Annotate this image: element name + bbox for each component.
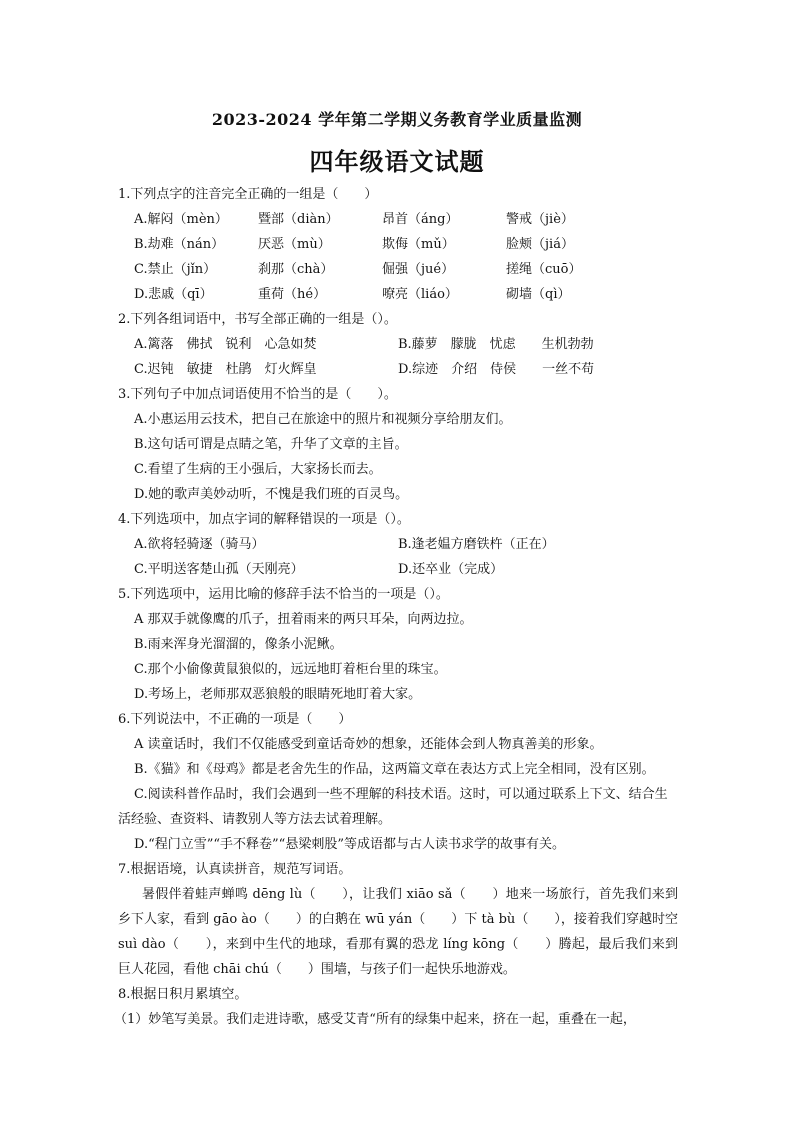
question-1-stem: 1.下列点字的注音完全正确的一组是（ ） — [118, 187, 378, 202]
q3-option-a: A.小惠运用云技术，把自己在旅途中的照片和视频分享给朋友们。 — [134, 412, 512, 427]
q6-option-a: A 读童话时，我们不仅能感受到童话奇妙的想象，还能体会到人物真善美的形象。 — [134, 737, 603, 752]
q2-option-row-cd — [118, 357, 678, 382]
q1-option-row-c — [118, 257, 678, 282]
q1-b-4: 脸颊（jiá） — [506, 237, 574, 252]
question-3-stem: 3.下列句子中加点词语使用不恰当的是（ ）。 — [118, 387, 397, 402]
q2-option-c: C.迟钝 敏捷 杜鹃 灯火辉皇 — [134, 362, 317, 377]
q5-option-d: D.考场上，老师那双恶狼般的眼睛死地盯着大家。 — [134, 687, 422, 702]
q2-option-row-ab — [118, 332, 678, 357]
question-6-stem: 6.下列说法中，不正确的一项是（ ） — [118, 712, 352, 727]
q3-option-c: C.看望了生病的王小强后，大家扬长而去。 — [134, 462, 382, 477]
q8-item-1: （1）妙笔写美景。我们走进诗歌，感受艾青“所有的绿集中起来，挤在一起，重叠在一起， — [114, 1012, 636, 1027]
q2-option-a: A.篱落 佛拭 锐利 心急如焚 — [134, 337, 317, 352]
question-8-stem: 8.根据日积月累填空。 — [118, 987, 248, 1002]
q1-option-row-b — [118, 232, 678, 257]
q5-option-b: B.雨来浑身光溜溜的，像条小泥鳅。 — [134, 637, 343, 652]
q1-c-3: 倔强（jué） — [382, 262, 455, 277]
q3-option-b: B.这句话可谓是点睛之笔，升华了文章的主旨。 — [134, 437, 408, 452]
q1-a-3: 昂首（áng） — [382, 212, 459, 227]
q4-option-d: D.还卒业（完成） — [398, 562, 504, 577]
q1-b-3: 欺侮（mǔ） — [382, 237, 455, 252]
q1-c-1: C.禁止（jǐn） — [134, 262, 217, 277]
question-7-stem: 7.根据语境，认真读拼音，规范写词语。 — [118, 862, 352, 877]
q4-option-b: B.逢老媪方磨铁杵（正在） — [398, 537, 555, 552]
q7-passage: 暑假伴着蛙声蝉鸣 dēng lù（ ），让我们 xiāo sǎ（ ）地来一场旅行，首先我们来到乡下人家，看到 gāo ào（ ）的白鹅在 wū yán（ ）下 tà bù（ ），接着我们穿越时空 suì dào（ ），来到中生代的地球，看那有翼的恐龙 líng kōng（ ）腾起，最后我们来到巨人花园，看他 chāi chú（ ）围墙，与孩子们一起快乐地游戏。 — [118, 887, 678, 977]
q4-option-c: C.平明送客楚山孤（天刚亮） — [134, 562, 304, 577]
q1-option-row-d — [118, 282, 678, 307]
q1-a-1: A.解闷（mèn） — [134, 212, 228, 227]
q3-option-d: D.她的歌声美妙动听，不愧是我们班的百灵鸟。 — [134, 487, 409, 502]
q4-option-a: A.欲将轻骑逐（骑马） — [134, 537, 265, 552]
question-4-stem: 4.下列选项中，加点字词的解释错误的一项是（）。 — [118, 512, 410, 527]
q1-d-3: 嘹亮（liáo） — [382, 287, 458, 302]
q1-c-4: 搓绳（cuō） — [506, 262, 582, 277]
q1-b-2: 厌恶（mù） — [258, 237, 331, 252]
q4-option-row-ab — [118, 532, 678, 557]
exam-subtitle: 2023-2024 学年第二学期义务教育学业质量监测 — [211, 110, 583, 129]
question-2-stem: 2.下列各组词语中，书写全部正确的一组是（）。 — [118, 312, 397, 327]
q4-option-row-cd — [118, 557, 678, 582]
q1-d-1: D.悲戚（qī） — [134, 287, 213, 302]
q1-c-2: 刹那（chà） — [258, 262, 334, 277]
q2-option-d: D.综迹 介绍 侍侯 一丝不苟 — [398, 362, 595, 377]
exam-content — [114, 182, 678, 1032]
exam-title: 四年级语文试题 — [309, 147, 485, 176]
question-5-stem: 5.下列选项中，运用比喻的修辞手法不恰当的一项是（）。 — [118, 587, 449, 602]
q5-option-a: A 那双手就像鹰的爪子，扭着雨来的两只耳朵，向两边拉。 — [134, 612, 473, 627]
q1-option-row-a — [118, 207, 678, 232]
q1-a-4: 警戒（jiè） — [506, 212, 574, 227]
q1-a-2: 暨部（diàn） — [258, 212, 339, 227]
q1-b-1: B.劫难（nán） — [134, 237, 225, 252]
q6-option-c: C.阅读科普作品时，我们会遇到一些不理解的科技术语。这时，可以通过联系上下文、结合生活经验、查资料、请教别人等方法去试着理解。 — [118, 787, 668, 827]
q6-option-d: D.“程门立雪”“手不释卷”“悬梁刺股”等成语都与古人读书求学的故事有关。 — [134, 837, 565, 852]
q1-d-2: 重荷（hé） — [258, 287, 327, 302]
q2-option-b: B.藤萝 朦胧 忧虑 生机勃勃 — [398, 337, 594, 352]
q5-option-c: C.那个小偷像黄鼠狼似的，远远地盯着柜台里的珠宝。 — [134, 662, 447, 677]
q6-option-b: B.《猫》和《母鸡》都是老舍先生的作品，这两篇文章在表达方式上完全相同，没有区别。 — [134, 762, 655, 777]
q1-d-4: 砌墙（qì） — [506, 287, 571, 302]
